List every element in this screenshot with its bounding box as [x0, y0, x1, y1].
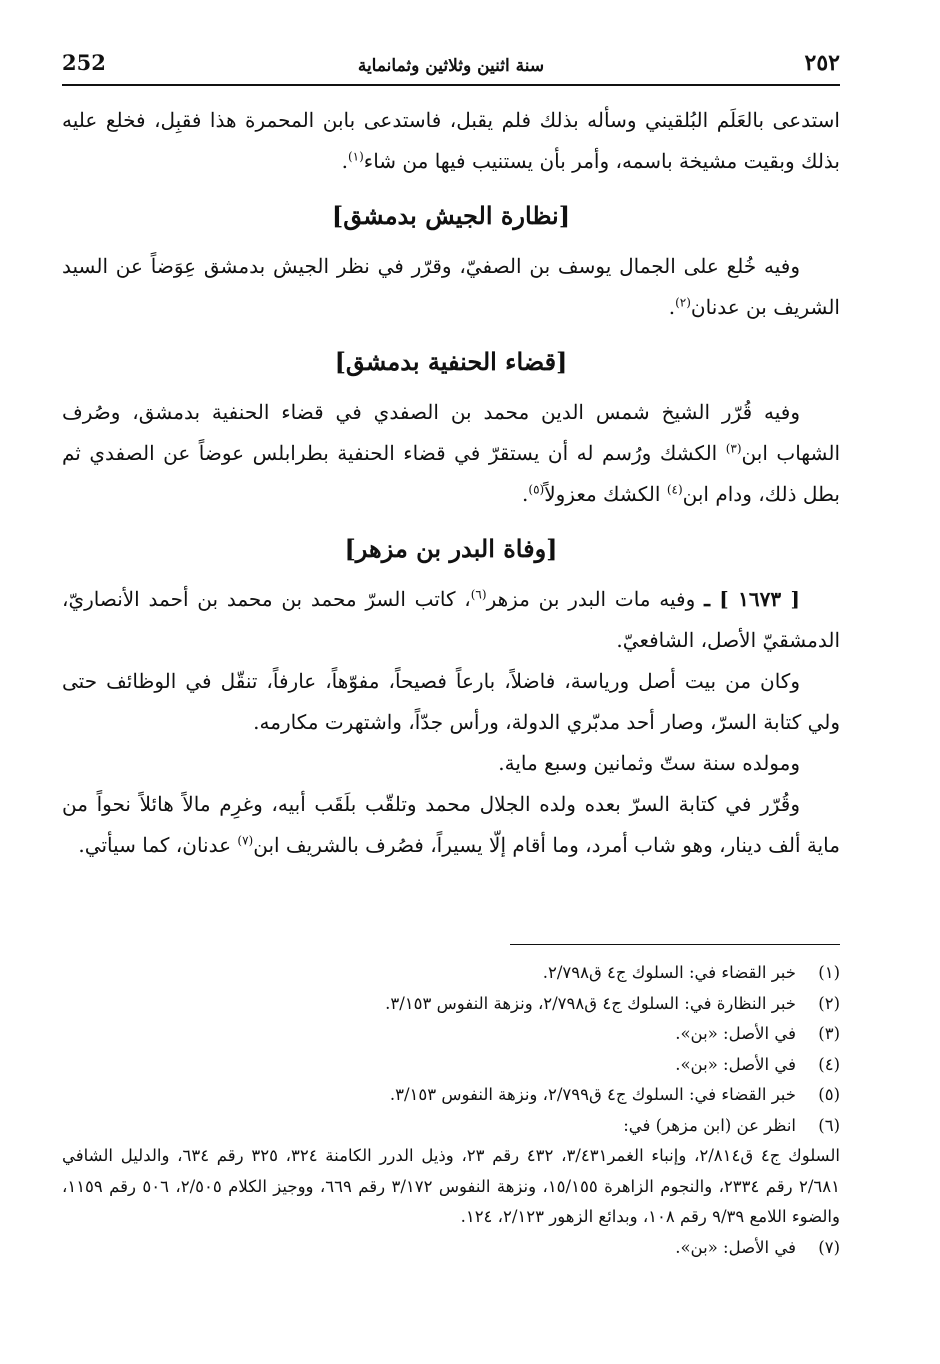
- paragraph-5: وكان من بيت أصل ورياسة، فاضلاً، بارعاً فصيحاً، مفوّهاً، عارفاً، تنقّل في الوظائف حتى ولي كتابة السرّ، وصار أحد مدبّري الدولة، ورأس جدّاً، واشتهرت مكارمه.: [62, 669, 840, 734]
- paragraph-7-text-b: عدنان، كما سيأتي.: [78, 833, 238, 857]
- footnote-text: خبر النظارة في: السلوك ج٤ ق٢/٧٩٨، ونزهة النفوس ٣/١٥٣.: [385, 993, 796, 1013]
- footnote-separator: [510, 944, 840, 945]
- header-rule: [62, 84, 840, 86]
- footnote-number: (١): [818, 963, 840, 982]
- paragraph-4: [62, 579, 840, 661]
- heading-army-supervision: [نظارة الجيش بدمشق]: [331, 201, 571, 230]
- footnote-1: [62, 958, 840, 989]
- footnote-2: [62, 989, 840, 1020]
- footnote-text: في الأصل: «بن».: [675, 1237, 796, 1257]
- footnote-ref-5: (٥): [528, 482, 545, 497]
- heading-death-badr: [وفاة البدر بن مزهر]: [344, 534, 558, 563]
- footnote-ref-3: (٣): [725, 441, 742, 456]
- footnote-ref-6: (٦): [470, 587, 487, 602]
- entry-number: [ ١٦٧٣ ] ـ: [704, 587, 800, 611]
- footnote-4: [62, 1050, 840, 1081]
- footnote-text: انظر عن (ابن مزهر) في:: [623, 1115, 796, 1135]
- footnote-number: (٧): [818, 1237, 840, 1257]
- footnote-3: [62, 1019, 840, 1050]
- footnote-6: [62, 1111, 840, 1142]
- paragraph-4-text-a: وفيه مات البدر بن مزهر: [486, 587, 705, 611]
- footnote-text: في الأصل: «بن».: [675, 1024, 796, 1043]
- footnote-number: (٥): [818, 1085, 840, 1104]
- footnote-7: [62, 1233, 840, 1264]
- footnote-text: خبر القضاء في: السلوك ج٤ ق٢/٧٩٩، ونزهة النفوس ٣/١٥٣.: [389, 1085, 796, 1104]
- paragraph-4-text-b: ، كاتب السرّ محمد بن محمد بن أحمد الأنصاريّ، الدمشقيّ الأصل، الشافعيّ.: [62, 587, 840, 652]
- footnote-ref-7: (٧): [237, 833, 254, 848]
- footnotes: [62, 958, 840, 1263]
- paragraph-1: [62, 100, 840, 182]
- paragraph-3-text-b: الكشك ورُسم له أن يستقرّ في قضاء الحنفية بطرابلس عوضاً عن الصفدي ثم بطل ذلك، ودام ابن: [62, 441, 840, 506]
- paragraph-7-text-a: وقُرّر في كتابة السرّ بعده ولده الجلال محمد وتلقّب بلَقَب أبيه، وغرِم مالاً هائلاً نحواً من ماية ألف دينار، وهو شاب أمرد، وما أقام إلّا يسيراً، فصُرف بالشريف ابن: [62, 792, 840, 857]
- paragraph-6: ومولده سنة ستّ وثمانين وسبع ماية.: [498, 751, 800, 775]
- paragraph-1-text: استدعى بالعَلَم البُلقيني وسأله بذلك فلم يقبل، فاستدعى بابن المحمرة هذا فقبِل، فخلع عليه بذلك وبقيت مشيخة باسمه، وأمر بأن يستنيب فيها من شاء: [62, 108, 840, 173]
- page-number-latin: 252: [62, 50, 106, 75]
- heading-hanafi-judgeship: [قضاء الحنفية بدمشق]: [334, 347, 568, 376]
- footnote-5: [62, 1080, 840, 1111]
- page-number-arabic: ٢٥٢: [804, 50, 840, 76]
- period: .: [668, 295, 676, 319]
- footnote-ref-4: (٤): [666, 482, 683, 497]
- paragraph-7: [62, 784, 840, 866]
- footnote-ref-2: (٢): [675, 295, 691, 310]
- footnote-ref-1: (١): [347, 149, 364, 164]
- footnote-number: (٣): [818, 1024, 840, 1043]
- footnote-number: (٦): [818, 1115, 840, 1135]
- paragraph-3: [62, 392, 840, 515]
- footnote-number: (٤): [818, 1054, 840, 1074]
- period: .: [522, 482, 529, 506]
- paragraph-3-text-c: الكشك معزولاً: [544, 482, 667, 506]
- paragraph-2-text: وفيه خُلع على الجمال يوسف بن الصفيّ، وقرّر في نظر الجيش بدمشق عِوَضاً عن السيد الشريف بن عدنان: [62, 254, 840, 319]
- page-header: [62, 44, 840, 84]
- footnote-text: في الأصل: «بن».: [675, 1054, 796, 1074]
- footnote-number: (٢): [818, 993, 840, 1013]
- footnote-6-sources: السلوك ج٤ ق٢/٨١٤، وإنباء الغمر٣/٤٣١، ٤٣٢ رقم ٢٣، وذيل الدرر الكامنة ٣٢٤، ٣٢٥ رقم ٦٣٤، والدليل الشافي ٢/٦٨١ رقم ٢٣٣٤، والنجوم الزاهرة ١٥/١٥٥، ونزهة النفوس ٣/١٧٢ رقم ٦٦٩، ووجيز الكلام ٢/٥٠٥، ٥٠٦ رقم ١١٥٩، والضوء اللامع ٩/٣٩ رقم ١٠٨، وبدائع الزهور ٢/١٢٣، ١٢٤.: [62, 1146, 841, 1226]
- main-text: [62, 100, 840, 866]
- running-title: سنة اثنين وثلاثين وثمانماية: [357, 56, 545, 76]
- footnote-text: خبر القضاء في: السلوك ج٤ ق٢/٧٩٨.: [542, 963, 796, 982]
- paragraph-2: [62, 246, 840, 328]
- paragraph-3-text-a: وفيه قُرّر الشيخ شمس الدين محمد بن الصفدي في قضاء الحنفية بدمشق، وصُرف الشهاب ابن: [62, 400, 840, 465]
- period: .: [341, 149, 348, 173]
